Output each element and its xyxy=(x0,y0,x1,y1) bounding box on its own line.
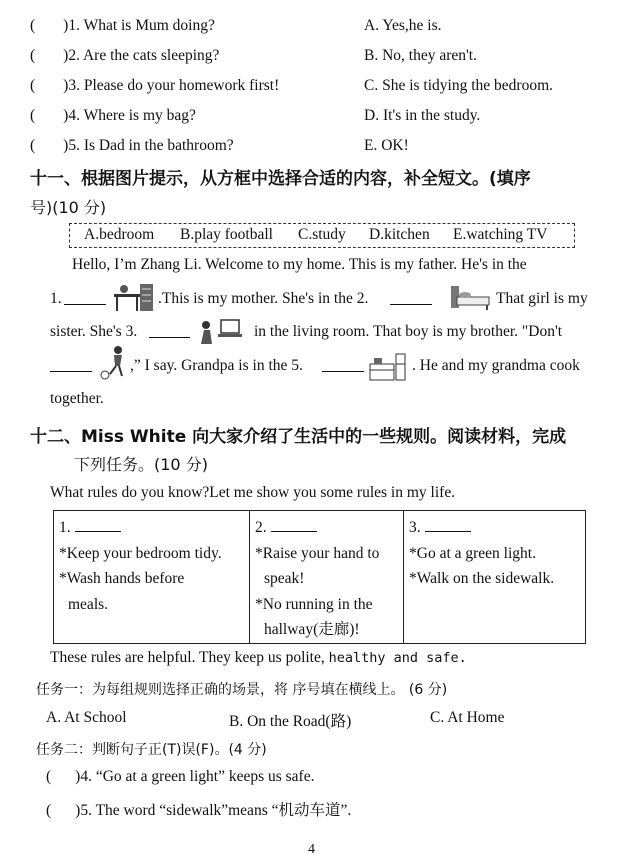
football-boy-icon xyxy=(98,344,132,380)
blank-5[interactable] xyxy=(322,357,364,372)
passage-line-2: .This is my mother. She's in the 2. xyxy=(158,290,369,307)
option-c: C.study xyxy=(298,226,346,243)
rules-col-2: 2. *Raise your hand to speak! *No running in the hallway(走廊)! xyxy=(250,511,404,644)
place-c: C. At Home xyxy=(430,709,505,726)
question-4: ( )4. Where is my bag? xyxy=(30,107,196,124)
option-d: D.kitchen xyxy=(369,226,430,243)
blank-2[interactable] xyxy=(390,290,432,305)
section-12-title: 十二、Miss White 向大家介绍了生活中的一些规则。阅读材料，完成 xyxy=(30,427,567,447)
passage-line-4a: ,” I say. Grandpa is in the 5. xyxy=(130,357,303,374)
rules-blank-3[interactable] xyxy=(425,517,471,532)
study-desk-icon xyxy=(110,282,156,314)
place-b: B. On the Road(路) xyxy=(229,713,352,730)
answer-e: E. OK! xyxy=(364,137,409,154)
passage-blank-1-label: 1. xyxy=(50,290,62,307)
passage-line-3b: in the living room. That boy is my brother. "Don't xyxy=(254,323,563,340)
rules-col-3: 3. *Go at a green light. *Walk on the sidewalk. xyxy=(404,511,586,644)
judge-5: ( )5. The word “sidewalk”means “机动车道”. xyxy=(46,802,352,819)
bed-icon xyxy=(447,282,493,312)
passage-line-5: together. xyxy=(50,390,104,407)
passage-line-4b: . He and my grandma cook xyxy=(412,357,580,374)
passage-line-2b: That girl is my xyxy=(496,290,588,307)
passage-line-3a: sister. She's 3. xyxy=(50,323,138,340)
section-11-title: 十一、根据图片提示，从方框中选择合适的内容，补全短文。(填序 xyxy=(30,169,531,189)
question-5: ( )5. Is Dad in the bathroom? xyxy=(30,137,234,154)
question-2: ( )2. Are the cats sleeping? xyxy=(30,47,220,64)
section-11-title-cont: 号)(10 分) xyxy=(30,198,107,217)
place-a: A. At School xyxy=(46,709,127,726)
rules-intro: What rules do you know?Let me show you some rules in my life. xyxy=(50,484,456,501)
judge-4: ( )4. “Go at a green light” keeps us safe. xyxy=(46,768,315,785)
option-e: E.watching TV xyxy=(453,226,548,243)
answer-a: A. Yes,he is. xyxy=(364,17,442,34)
question-1: ( )1. What is Mum doing? xyxy=(30,17,215,34)
kitchen-icon xyxy=(368,350,408,382)
option-b: B.play football xyxy=(180,226,273,243)
watching-tv-icon xyxy=(196,316,244,346)
rules-blank-1[interactable] xyxy=(75,517,121,532)
answer-d: D. It's in the study. xyxy=(364,107,481,124)
blank-3[interactable] xyxy=(149,323,190,338)
option-a: A.bedroom xyxy=(84,226,155,243)
blank-1[interactable] xyxy=(64,290,106,305)
question-3: ( )3. Please do your homework first! xyxy=(30,77,280,94)
section-12-title-cont: 下列任务。(10 分) xyxy=(74,455,208,474)
rules-col-1: 1. *Keep your bedroom tidy. *Wash hands before meals. xyxy=(54,511,250,644)
blank-4[interactable] xyxy=(50,357,92,372)
answer-c: C. She is tidying the bedroom. xyxy=(364,77,554,94)
answer-b: B. No, they aren't. xyxy=(364,47,477,64)
task-1: 任务一：为每组规则选择正确的场景，将 序号填在横线上。 (6 分) xyxy=(36,682,448,698)
passage-line-1: Hello, I’m Zhang Li. Welcome to my home. This is my father. He's in the xyxy=(72,256,527,273)
task-2: 任务二：判断句子正(T)误(F)。(4 分) xyxy=(36,742,267,758)
page-number: 4 xyxy=(308,842,315,857)
helpful-text: These rules are helpful. They keep us polite, healthy and safe. xyxy=(50,649,467,666)
rules-blank-2[interactable] xyxy=(271,517,317,532)
rules-table xyxy=(53,510,586,644)
